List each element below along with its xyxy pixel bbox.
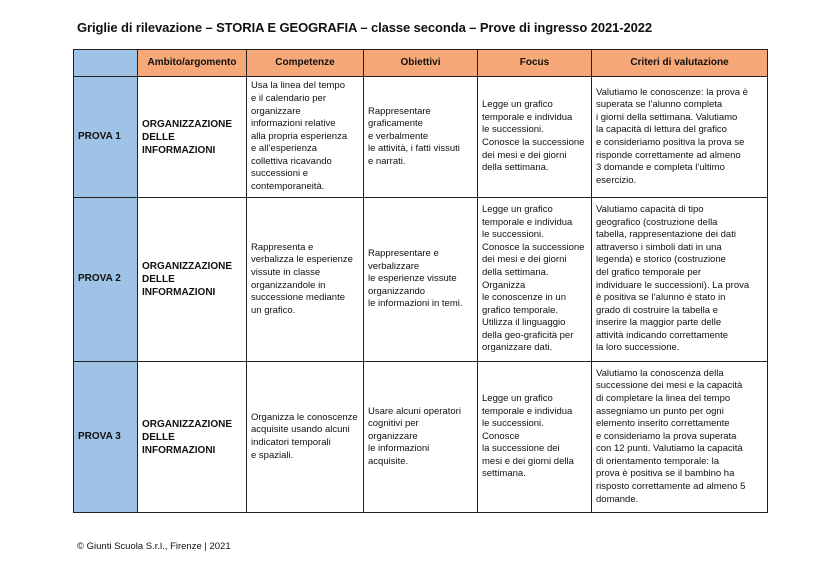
prova-label: PROVA 3: [74, 362, 138, 513]
prova-label: PROVA 2: [74, 198, 138, 362]
header-criteri: Criteri di valutazione: [592, 50, 768, 77]
criteri-cell: Valutiamo le conoscenze: la prova è superata se l’alunno completa i giorni della settimana. Valutiamo la capacità di lettura del grafico e consideriamo positiva la prova se risponde correttamente ad almeno 3 domande e completa l’ultimo esercizio.: [592, 77, 768, 198]
header-ambito: Ambito/argomento: [138, 50, 247, 77]
ambito-cell: ORGANIZZAZIONE DELLE INFORMAZIONI: [138, 77, 247, 198]
criteri-cell: Valutiamo capacità di tipo geografico (costruzione della tabella, rappresentazione dei dati attraverso i simboli dati in una legenda) e storico (costruzione del grafico temporale per individuare le successioni). La prova è positiva se l’alunno è stato in grado di costruire la tabella e inserire la maggior parte delle attività indicando correttamente la loro successione.: [592, 198, 768, 362]
ambito-cell: ORGANIZZAZIONE DELLE INFORMAZIONI: [138, 198, 247, 362]
competenze-cell: Usa la linea del tempo e il calendario per organizzare informazioni relative alla propria esperienza e all’esperienza collettiva ricavando successioni e contemporaneità.: [247, 77, 364, 198]
competenze-cell: Rappresenta e verbalizza le esperienze vissute in classe organizzandole in successione mediante un grafico.: [247, 198, 364, 362]
page-title: Griglie di rilevazione – STORIA E GEOGRAFIA – classe seconda – Prove di ingresso 2021-2022: [77, 20, 653, 35]
focus-cell: Legge un grafico temporale e individua le successioni. Conosce la successione dei mesi e dei giorni della settimana.: [478, 77, 592, 198]
prova-label: PROVA 1: [74, 77, 138, 198]
table-header-row: [74, 50, 768, 77]
header-competenze: Competenze: [247, 50, 364, 77]
ambito-cell: ORGANIZZAZIONE DELLE INFORMAZIONI: [138, 362, 247, 513]
obiettivi-cell: Usare alcuni operatori cognitivi per organizzare le informazioni acquisite.: [364, 362, 478, 513]
table-row-prova-1: [74, 77, 768, 198]
header-focus: Focus: [478, 50, 592, 77]
table-row-prova-2: [74, 198, 768, 362]
table-row-prova-3: [74, 362, 768, 513]
competenze-cell: Organizza le conoscenze acquisite usando alcuni indicatori temporali e spaziali.: [247, 362, 364, 513]
header-corner-cell: [74, 50, 138, 77]
header-obiettivi: Obiettivi: [364, 50, 478, 77]
focus-cell: Legge un grafico temporale e individua le successioni. Conosce la successione dei mesi e dei giorni della settimana. Organizza le conoscenze in un grafico temporale. Utilizza il linguaggio della geo-graficità per organizzare dati.: [478, 198, 592, 362]
obiettivi-cell: Rappresentare e verbalizzare le esperienze vissute organizzando le informazioni in temi.: [364, 198, 478, 362]
copyright-footer: © Giunti Scuola S.r.l., Firenze | 2021: [77, 541, 231, 552]
focus-cell: Legge un grafico temporale e individua le successioni. Conosce la successione dei mesi e dei giorni della settimana.: [478, 362, 592, 513]
criteri-cell: Valutiamo la conoscenza della successione dei mesi e la capacità di completare la linea del tempo assegniamo un punto per ogni elemento inserito correttamente e consideriamo la prova superata con 12 punti. Valutiamo la capacità di orientamento temporale: la prova è positiva se il bambino ha risposto correttamente ad almeno 5 domande.: [592, 362, 768, 513]
evaluation-grid-table: [73, 49, 768, 513]
obiettivi-cell: Rappresentare graficamente e verbalmente le attività, i fatti vissuti e narrati.: [364, 77, 478, 198]
